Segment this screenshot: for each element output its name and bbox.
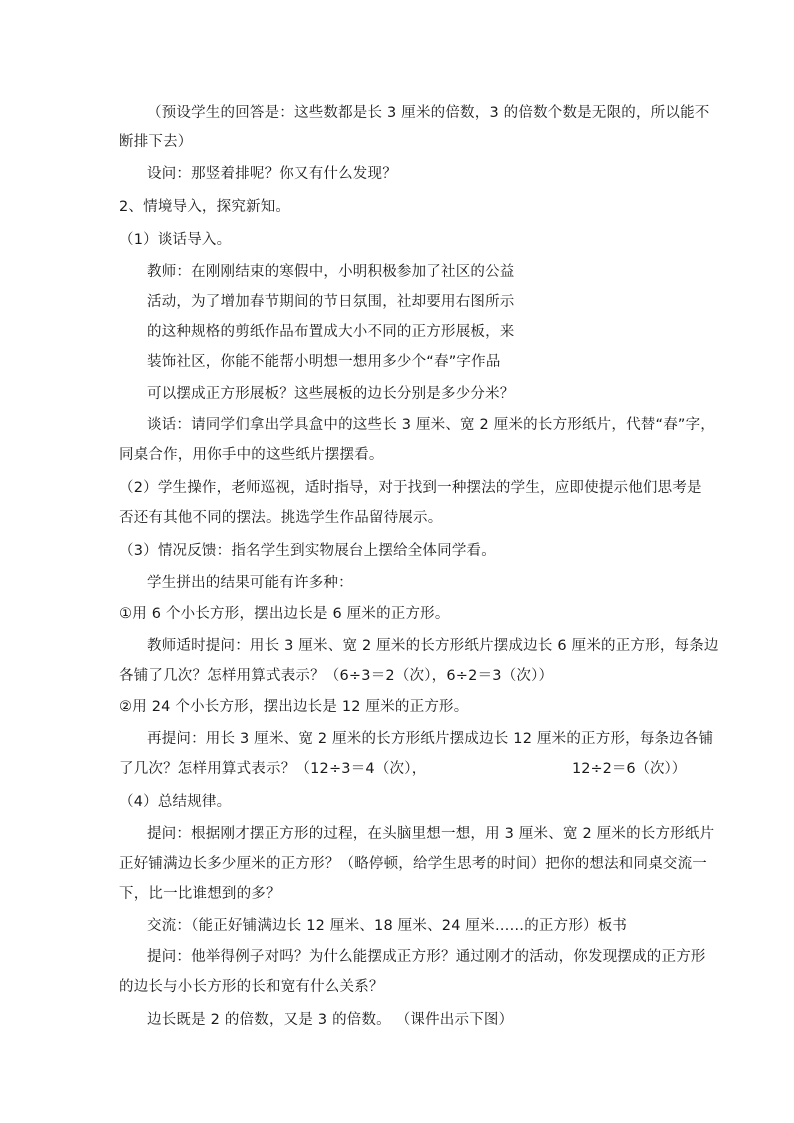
text-line: （2）学生操作，老师巡视，适时指导，对于找到一种摆法的学生，应即使提示他们思考是: [119, 480, 702, 496]
subsection-heading: （4）总结规律。: [119, 794, 232, 810]
text-line: （预设学生的回答是：这些数都是长 3 厘米的倍数，3 的倍数个数是无限的，所以能不: [147, 105, 710, 121]
list-item: ①用 6 个小长方形，摆出边长是 6 厘米的正方形。: [119, 606, 450, 622]
text-line: 再提问：用长 3 厘米、宽 2 厘米的长方形纸片摆成边长 12 厘米的正方形，每条边各铺: [147, 731, 714, 747]
text-line: 的边长与小长方形的长和宽有什么关系？: [119, 979, 384, 995]
text-line: 活动，为了增加春节期间的节日氛围，社却要用右图所示: [147, 294, 515, 310]
text-line: 下，比一比谁想到的多？: [119, 886, 281, 902]
text-line: 否还有其他不同的摆法。挑选学生作品留待展示。: [119, 510, 443, 526]
text-line: 谈话：请同学们拿出学具盒中的这些长 3 厘米、宽 2 厘米的长方形纸片，代替“春”字，: [147, 417, 716, 433]
text-line: 教师适时提问：用长 3 厘米、宽 2 厘米的长方形纸片摆成边长 6 厘米的正方形，每条边: [147, 638, 719, 654]
text-line: 交流：（能正好铺满边长 12 厘米、18 厘米、24 厘米……的正方形）板书: [147, 918, 628, 934]
text-line: 边长既是 2 的倍数，又是 3 的倍数。 （课件出示下图）: [147, 1012, 514, 1028]
text-line: 学生拼出的结果可能有许多种：: [147, 575, 353, 591]
text-fragment: 12÷2＝6（次））: [572, 761, 687, 777]
text-line: 断排下去）: [119, 134, 193, 150]
text-line: 可以摆成正方形展板？这些展板的边长分别是多少分米？: [147, 386, 515, 402]
text-line: 提问：他举得例子对吗？为什么能摆成正方形？通过刚才的活动，你发现摆成的正方形: [147, 949, 706, 965]
text-line: 装饰社区，你能不能帮小明想一想用多少个“春”字作品: [147, 354, 501, 370]
text-line: 提问：根据刚才摆正方形的过程，在头脑里想一想，用 3 厘米、宽 2 厘米的长方形纸片: [147, 826, 715, 842]
text-line: 了几次？怎样用算式表示？（12÷3＝4（次），: [119, 761, 427, 777]
subsection-heading: （1）谈话导入。: [119, 232, 232, 248]
text-line: 教师：在刚刚结束的寒假中，小明积极参加了社区的公益: [147, 264, 515, 280]
text-line: （3）情况反馈：指名学生到实物展台上摆给全体同学看。: [119, 543, 496, 559]
section-heading: 2、情境导入，探究新知。: [119, 199, 291, 215]
text-line: 设问：那竖着排呢？你又有什么发现？: [147, 166, 397, 182]
text-line: 的这种规格的剪纸作品布置成大小不同的正方形展板，来: [147, 324, 515, 340]
text-line: 同桌合作，用你手中的这些纸片摆摆看。: [119, 447, 384, 463]
text-line: 各铺了几次？怎样用算式表示？（6÷3＝2（次），6÷2＝3（次））: [119, 668, 554, 684]
text-line: 正好铺满边长多少厘米的正方形？（略停顿，给学生思考的时间）把你的想法和同桌交流一: [119, 856, 707, 872]
list-item: ②用 24 个小长方形，摆出边长是 12 厘米的正方形。: [119, 699, 469, 715]
